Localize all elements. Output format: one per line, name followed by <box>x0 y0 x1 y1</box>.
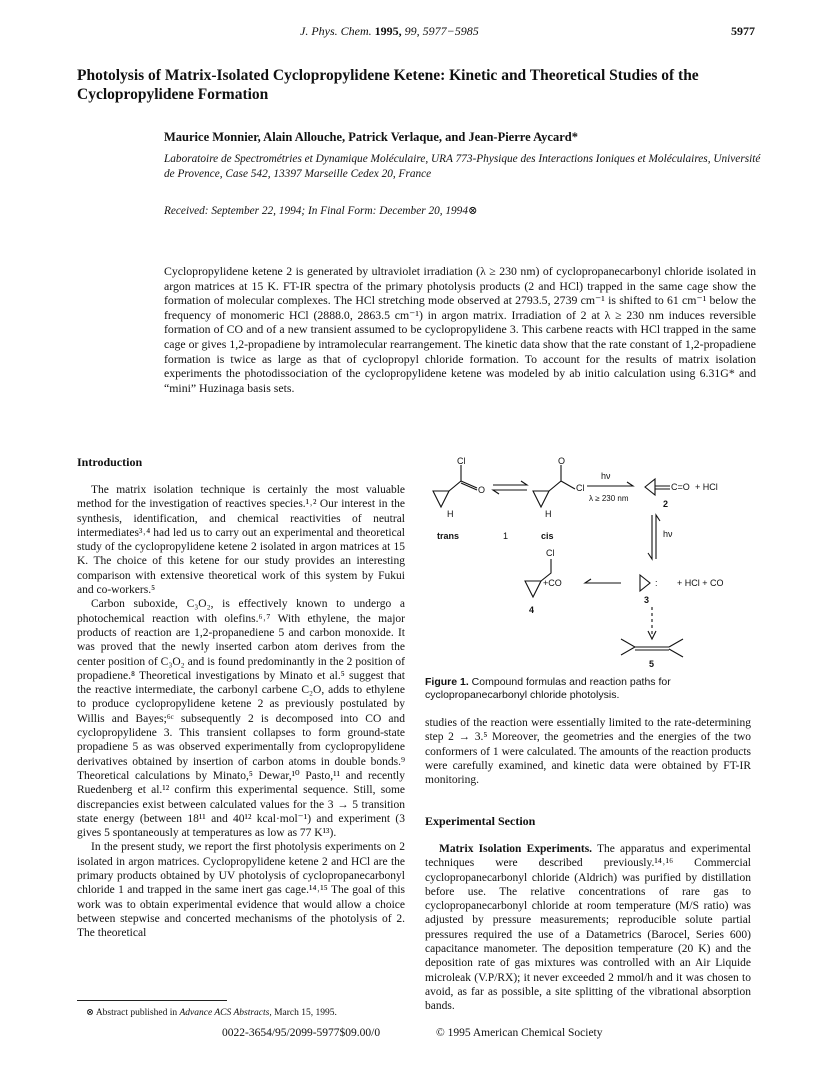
photolysis-arrow <box>587 482 633 486</box>
footnote-italic: Advance ACS Abstracts, <box>179 1008 272 1018</box>
plus-hcl-label: + HCl <box>695 482 718 492</box>
journal-name: J. Phys. Chem. <box>300 24 372 38</box>
reaction-scheme-figure <box>425 455 755 670</box>
footnote-rule <box>77 1000 227 1001</box>
received-dates: Received: September 22, 1994; In Final Form: December 20, 1994⊗ <box>164 205 478 217</box>
cyclopropylidene-ring <box>640 575 650 591</box>
hv-arrow-down <box>648 515 652 559</box>
experimental-subheading: Matrix Isolation Experiments. <box>439 843 593 855</box>
footnote-date: March 15, 1995. <box>271 1008 337 1018</box>
compound-4-label: 4 <box>529 605 535 615</box>
continuation-paragraph: studies of the reaction were essentially limited to the rate-determining step 2 → 3.⁵ Moreover, the geometries and the energies of the two conformers of 1 were calculated. The amounts of the reaction products were carefully examined, and kinetic data were obtained by FT-IR monitoring. <box>425 717 751 787</box>
propadiene-structure <box>621 639 683 657</box>
plus-co-label: +CO <box>543 578 562 588</box>
hv-vertical-label: hν <box>663 529 673 539</box>
figure-caption <box>425 676 751 702</box>
carbene-dots: : <box>655 578 658 588</box>
cyclopropane-ring-cis <box>533 491 549 507</box>
footnote-text: Abstract published in <box>93 1008 180 1018</box>
affiliation: Laboratoire de Spectrométries et Dynamique Moléculaire, URA 773-Physique des Interactions Ioniques et Moléculaires, Université de Provence, Case 542, 13397 Marseille Cedex 20, France <box>164 153 761 180</box>
cyclopropane-ring-trans <box>433 491 449 507</box>
o-label-trans: O <box>478 485 486 495</box>
figure-caption-text: Compound formulas and reaction paths for cyclopropanecarbonyl chloride photolysis. <box>425 676 671 701</box>
abstract-text: Cyclopropylidene ketene 2 is generated by ultraviolet irradiation (λ ≥ 230 nm) of cyclopropanecarbonyl chloride isolated in argon matrices at 15 K. FT-IR spectra of the primary photolysis products (2 and HCl) trapped in the same cage show the formation of molecular complexes. The HCl stretching mode observed at 2793.5, 2739 cm⁻¹ is shifted to 61 cm⁻¹ below the frequency of monomeric HCl (2888.0, 2863.5 cm⁻¹) in argon matrix. Irradiation of 2 at λ ≥ 230 nm induces reversible formation of CO and of a new transient assumed to be cyclopropylidene 3. This carbene reacts with HCl trapped in the same cage or gives 1,2-propadiene by intramolecular rearrangement. The kinetic data show that the rate constant of 1,2-propadiene formation is twice as large as that of cyclopropyl chloride formation. To account for the results of matrix isolation experiments the photodissociation of the cyclopropylidene ketene was modeled by ab initio calculation using 6.31G* and “mini” Huzinaga basis sets. <box>164 264 756 395</box>
journal-year: 1995, <box>374 24 402 38</box>
compound-1-label: 1 <box>503 531 509 541</box>
cl-label-cis: Cl <box>576 483 585 493</box>
author-list: Maurice Monnier, Alain Allouche, Patrick Verlaque, and Jean-Pierre Aycard* <box>164 130 578 144</box>
journal-header <box>300 24 479 39</box>
ketene-label: C=O <box>671 482 690 492</box>
intro-paragraph: Carbon suboxide, C₃O₂, is effectively known to undergo a photochemical reaction with olefins.⁶˒⁷ With ethylene, the major products of reaction are 1,2-propanediene 5 and carbon monoxide. It was proved that the newly inserted carbon atom derives from the center position of C₃O₂ and is found predominantly in the 2 position of propadiene.⁸ Theoretical investigations by Minato et al.⁵ suggest that the reactive intermediate, the carbonyl carbene C₂O, adds to ethylene to produce cyclopropylidene ketene 2 as previously postulated by Willis and Bayes;⁶ᶜ subsequently 2 is decomposed into CO and cyclopropylidene 3. This transient collapses to form ground-state propadiene 5 as was observed experimentally from cyclopropylidene derivatives obtained by insertion of carbon atoms in double bonds.⁹ Theoretical calculations by Minato,⁵ Dewar,¹⁰ Pasto,¹¹ and recently Ruedenberg et al.¹² confirm this experimental sequence. Still, some discrepancies exist between calculated values for the 3 → 5 transition state energy (between 18¹¹ and 40¹² kcal·mol⁻¹) and experiment (3 gives 5 spontaneously at temperatures as low as 77 K¹³). <box>77 598 405 840</box>
introduction-heading: Introduction <box>77 455 143 469</box>
ketene-ring <box>645 479 655 495</box>
experimental-body <box>425 842 751 1014</box>
plus-hcl-co-label: + HCl + CO <box>677 578 724 588</box>
introduction-body <box>77 483 405 941</box>
intro-paragraph: The matrix isolation technique is certainly the most valuable method for the investigation of reactives species.¹˒² Our interest in the synthesis, identification, and chemical reactivities of neutral intermediates³˒⁴ had led us to carry out an experimental and theoretical study of the cyclopropylidene ketene 2 isolated in argon matrices at 15 K. The choice of this ketene for our study provides an interesting comparison with extensive theoretical work of this system by Fukui and co-workers.⁵ <box>77 484 405 597</box>
trans-label: trans <box>437 531 460 541</box>
ketene-double-bond <box>655 486 670 489</box>
figure-label: Figure 1. <box>425 676 469 688</box>
article-code: 0022-3654/95/2099-5977$09.00/0 <box>222 1027 381 1039</box>
journal-volume-pages: 99, 5977−5985 <box>401 24 479 38</box>
experimental-heading: Experimental Section <box>425 814 536 828</box>
page-number: 5977 <box>731 24 755 38</box>
experimental-text: The apparatus and experimental techniques were described previously.¹⁴˒¹⁶ Commercial cyclopropanecarbonyl chloride (Aldrich) was purified by distillation before use. The relative concentrations of rare gas to cyclopropanecarbonyl chloride at room temperature (M/S ratio) was adjusted by pressure measurements; reproducible solute partial pressures required the use of a Datametrics (Barocel, Series 600) capacitance manometer. The deposition temperature (20 K) and the deposition rate of gas mixtures was controlled with an Air Liquide microleak (V.P/RX); it never exceeded 2 mmol/h and it was chosen to avoid, as far as possible, a site splitting of the vibrational absorption bands. <box>425 843 751 1013</box>
h-label-cis: H <box>545 509 552 519</box>
o-label-cis: O <box>558 456 566 466</box>
bond-cis-cl <box>561 481 575 489</box>
abstract <box>164 264 756 395</box>
lambda-label: λ ≥ 230 nm <box>589 494 629 503</box>
compound-2-label: 2 <box>663 499 669 509</box>
equilibrium-forward-arrow <box>493 481 527 485</box>
cl-label-4: Cl <box>546 548 555 558</box>
hv-label: hν <box>601 471 611 481</box>
footnote <box>86 1007 337 1018</box>
bond-cis <box>549 465 561 491</box>
experimental-paragraph <box>425 842 751 1014</box>
article-title: Photolysis of Matrix-Isolated Cyclopropylidene Ketene: Kinetic and Theoretical Studies of the Cyclopropylidene Formation <box>77 67 699 103</box>
cl-label-trans: Cl <box>457 456 466 466</box>
bond-trans <box>449 465 461 491</box>
carbonyl-bond-trans <box>461 481 477 490</box>
introduction-continuation <box>425 716 751 787</box>
cyclopropyl-chloride-ring <box>525 581 541 597</box>
arrow-to-4 <box>585 579 621 583</box>
h-label-trans: H <box>447 509 454 519</box>
compound-5-label: 5 <box>649 659 655 669</box>
equilibrium-back-arrow <box>493 490 527 494</box>
cis-label: cis <box>541 531 554 541</box>
hv-arrow-up <box>656 515 660 559</box>
intro-paragraph: In the present study, we report the first photolysis experiments on 2 isolated in argon matrices. Cyclopropylidene ketene 2 and HCl are the primary products obtained by UV photolysis of cyclopropanecarbonyl chloride 1 and trapped in the same inert gas cage.¹⁴˒¹⁵ The goal of this work was to obtain experimental evidence that would allow a choice between stepwise and concerted mechanisms of the photolysis of 2. The theoretical <box>77 841 405 940</box>
footnote-mark: ⊗ <box>86 1008 94 1018</box>
copyright-line: © 1995 American Chemical Society <box>436 1027 603 1039</box>
compound-3-label: 3 <box>644 595 650 605</box>
